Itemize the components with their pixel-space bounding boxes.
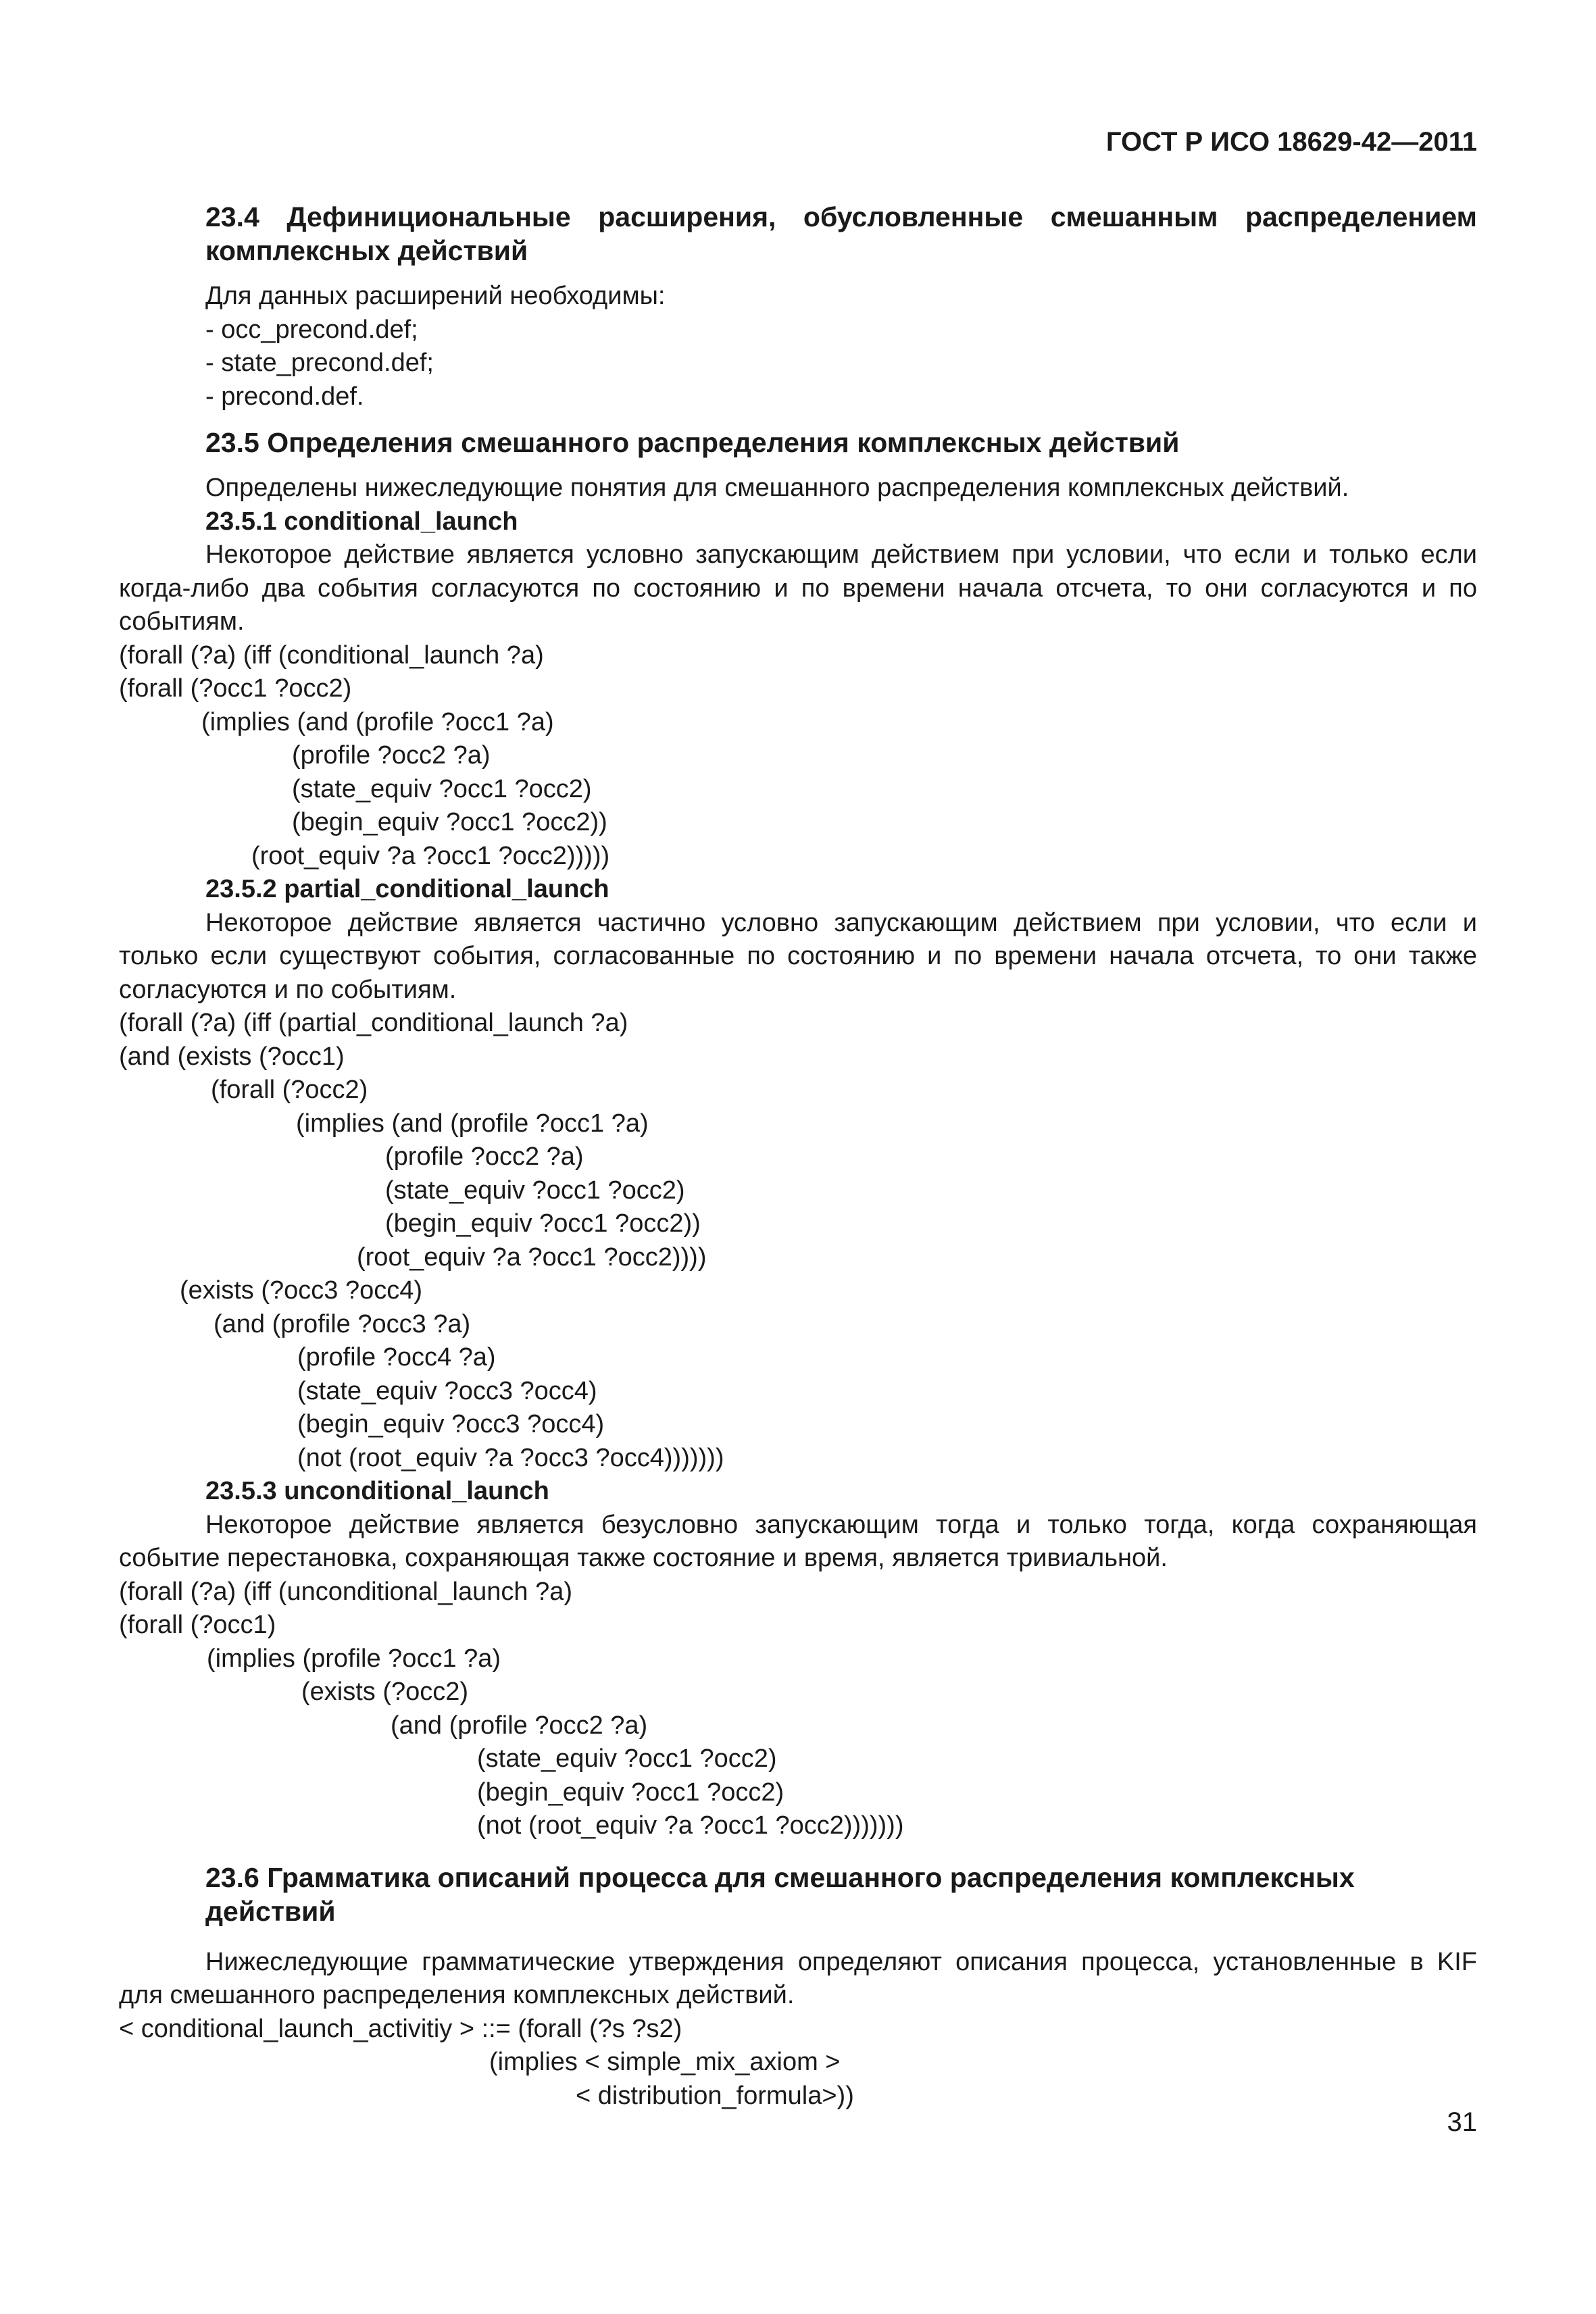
subsection-23-5-2-title: 23.5.2 partial_conditional_launch (205, 875, 609, 903)
section-23-5-title: 23.5 Определения смешанного распределения комплексных действий (205, 427, 1180, 458)
section-23-4-intro: Для данных расширений необходимы: (205, 282, 666, 310)
subsection-23-5-2-text: согласуются и по событиям. (119, 975, 457, 1004)
code-line: (implies (and (profile ?occ1 ?a) (201, 707, 554, 736)
code-line: (begin_equiv ?occ1 ?occ2)) (292, 808, 607, 836)
code-line: (state_equiv ?occ1 ?occ2) (292, 774, 592, 803)
subsection-23-5-2-text: только если существуют события, согласованные по состоянию и по времени начала отсчета, то они также (119, 942, 1477, 970)
code-line: (forall (?occ1) (119, 1611, 276, 1639)
code-line: (not (root_equiv ?a ?occ1 ?occ2))))))) (477, 1811, 904, 1840)
code-line: (state_equiv ?occ3 ?occ4) (297, 1376, 597, 1405)
page-content (119, 200, 1477, 2113)
code-line: < conditional_launch_activitiy > ::= (forall (?s ?s2) (119, 2014, 682, 2043)
code-line: (forall (?a) (iff (unconditional_launch ?a) (119, 1577, 572, 1606)
code-line: (profile ?occ2 ?a) (292, 741, 491, 770)
section-23-4-title-line2: комплексных действий (205, 235, 528, 266)
list-item: - precond.def. (205, 382, 364, 411)
page-number: 31 (1447, 2107, 1477, 2137)
code-line: (and (profile ?occ3 ?a) (214, 1309, 471, 1338)
subsection-23-5-2-text: Некоторое действие является частично условно запускающим действием при условии, что если и (205, 908, 1477, 937)
standard-header: ГОСТ Р ИСО 18629-42—2011 (1105, 127, 1477, 157)
code-line: (state_equiv ?occ1 ?occ2) (477, 1744, 777, 1773)
code-line: (profile ?occ4 ?a) (297, 1343, 496, 1372)
code-line: (exists (?occ2) (301, 1678, 469, 1706)
code-line: (begin_equiv ?occ3 ?occ4) (297, 1410, 605, 1438)
code-line: (implies (and (profile ?occ1 ?a) (296, 1109, 649, 1138)
subsection-23-5-3-text: событие перестановка, сохраняющая также состояние и время, является тривиальной. (119, 1544, 1168, 1572)
subsection-23-5-3-text: Некоторое действие является безусловно запускающим тогда и только тогда, когда сохраняющая (205, 1510, 1477, 1539)
code-line: (root_equiv ?a ?occ1 ?occ2))))) (251, 841, 610, 870)
code-line: (implies < simple_mix_axiom > (489, 2048, 841, 2076)
list-item: - occ_precond.def; (205, 315, 418, 344)
code-line: (forall (?occ2) (211, 1076, 368, 1104)
subsection-23-5-3-title: 23.5.3 unconditional_launch (205, 1477, 549, 1505)
subsection-23-5-1-text: когда-либо два события согласуются по состоянию и по времени начала отсчета, то они согласуются и по (119, 574, 1477, 603)
code-line: (implies (profile ?occ1 ?a) (207, 1644, 501, 1673)
section-23-6-title: 23.6 Грамматика описаний процесса для смешанного распределения комплексных действий (205, 1861, 1355, 1927)
code-line: < distribution_formula>)) (576, 2081, 854, 2110)
code-line: (and (profile ?occ2 ?a) (391, 1711, 648, 1740)
code-line: (profile ?occ2 ?a) (385, 1142, 584, 1171)
section-23-4-title-line1: 23.4 Дефинициональные расширения, обусловленные смешанным распределением (205, 201, 1477, 232)
subsection-23-5-1-text: Некоторое действие является условно запускающим действием при условии, что если и только если (205, 540, 1477, 569)
code-line: (root_equiv ?a ?occ1 ?occ2)))) (357, 1242, 707, 1272)
subsection-23-5-1-title: 23.5.1 conditional_launch (205, 507, 518, 536)
section-23-6-text: для смешанного распределения комплексных действий. (119, 1981, 795, 2009)
section-23-5-intro: Определены нижеследующие понятия для смешанного распределения комплексных действий. (205, 474, 1349, 502)
code-line: (begin_equiv ?occ1 ?occ2)) (385, 1209, 701, 1238)
code-line: (forall (?a) (iff (conditional_launch ?a) (119, 640, 544, 670)
list-item: - state_precond.def; (205, 349, 434, 377)
code-line: (state_equiv ?occ1 ?occ2) (385, 1176, 685, 1205)
code-line: (forall (?a) (iff (partial_conditional_launch ?a) (119, 1009, 628, 1037)
code-line: (begin_equiv ?occ1 ?occ2) (477, 1778, 784, 1807)
code-line: (not (root_equiv ?a ?occ3 ?occ4))))))) (297, 1443, 724, 1472)
code-line: (exists (?occ3 ?occ4) (180, 1276, 423, 1305)
section-23-6-text: Нижеследующие грамматические утверждения определяют описания процесса, установленные в KIF (205, 1947, 1477, 1976)
code-line: (forall (?occ1 ?occ2) (119, 674, 352, 703)
subsection-23-5-1-text: событиям. (119, 607, 245, 636)
code-line: (and (exists (?occ1) (119, 1042, 345, 1071)
